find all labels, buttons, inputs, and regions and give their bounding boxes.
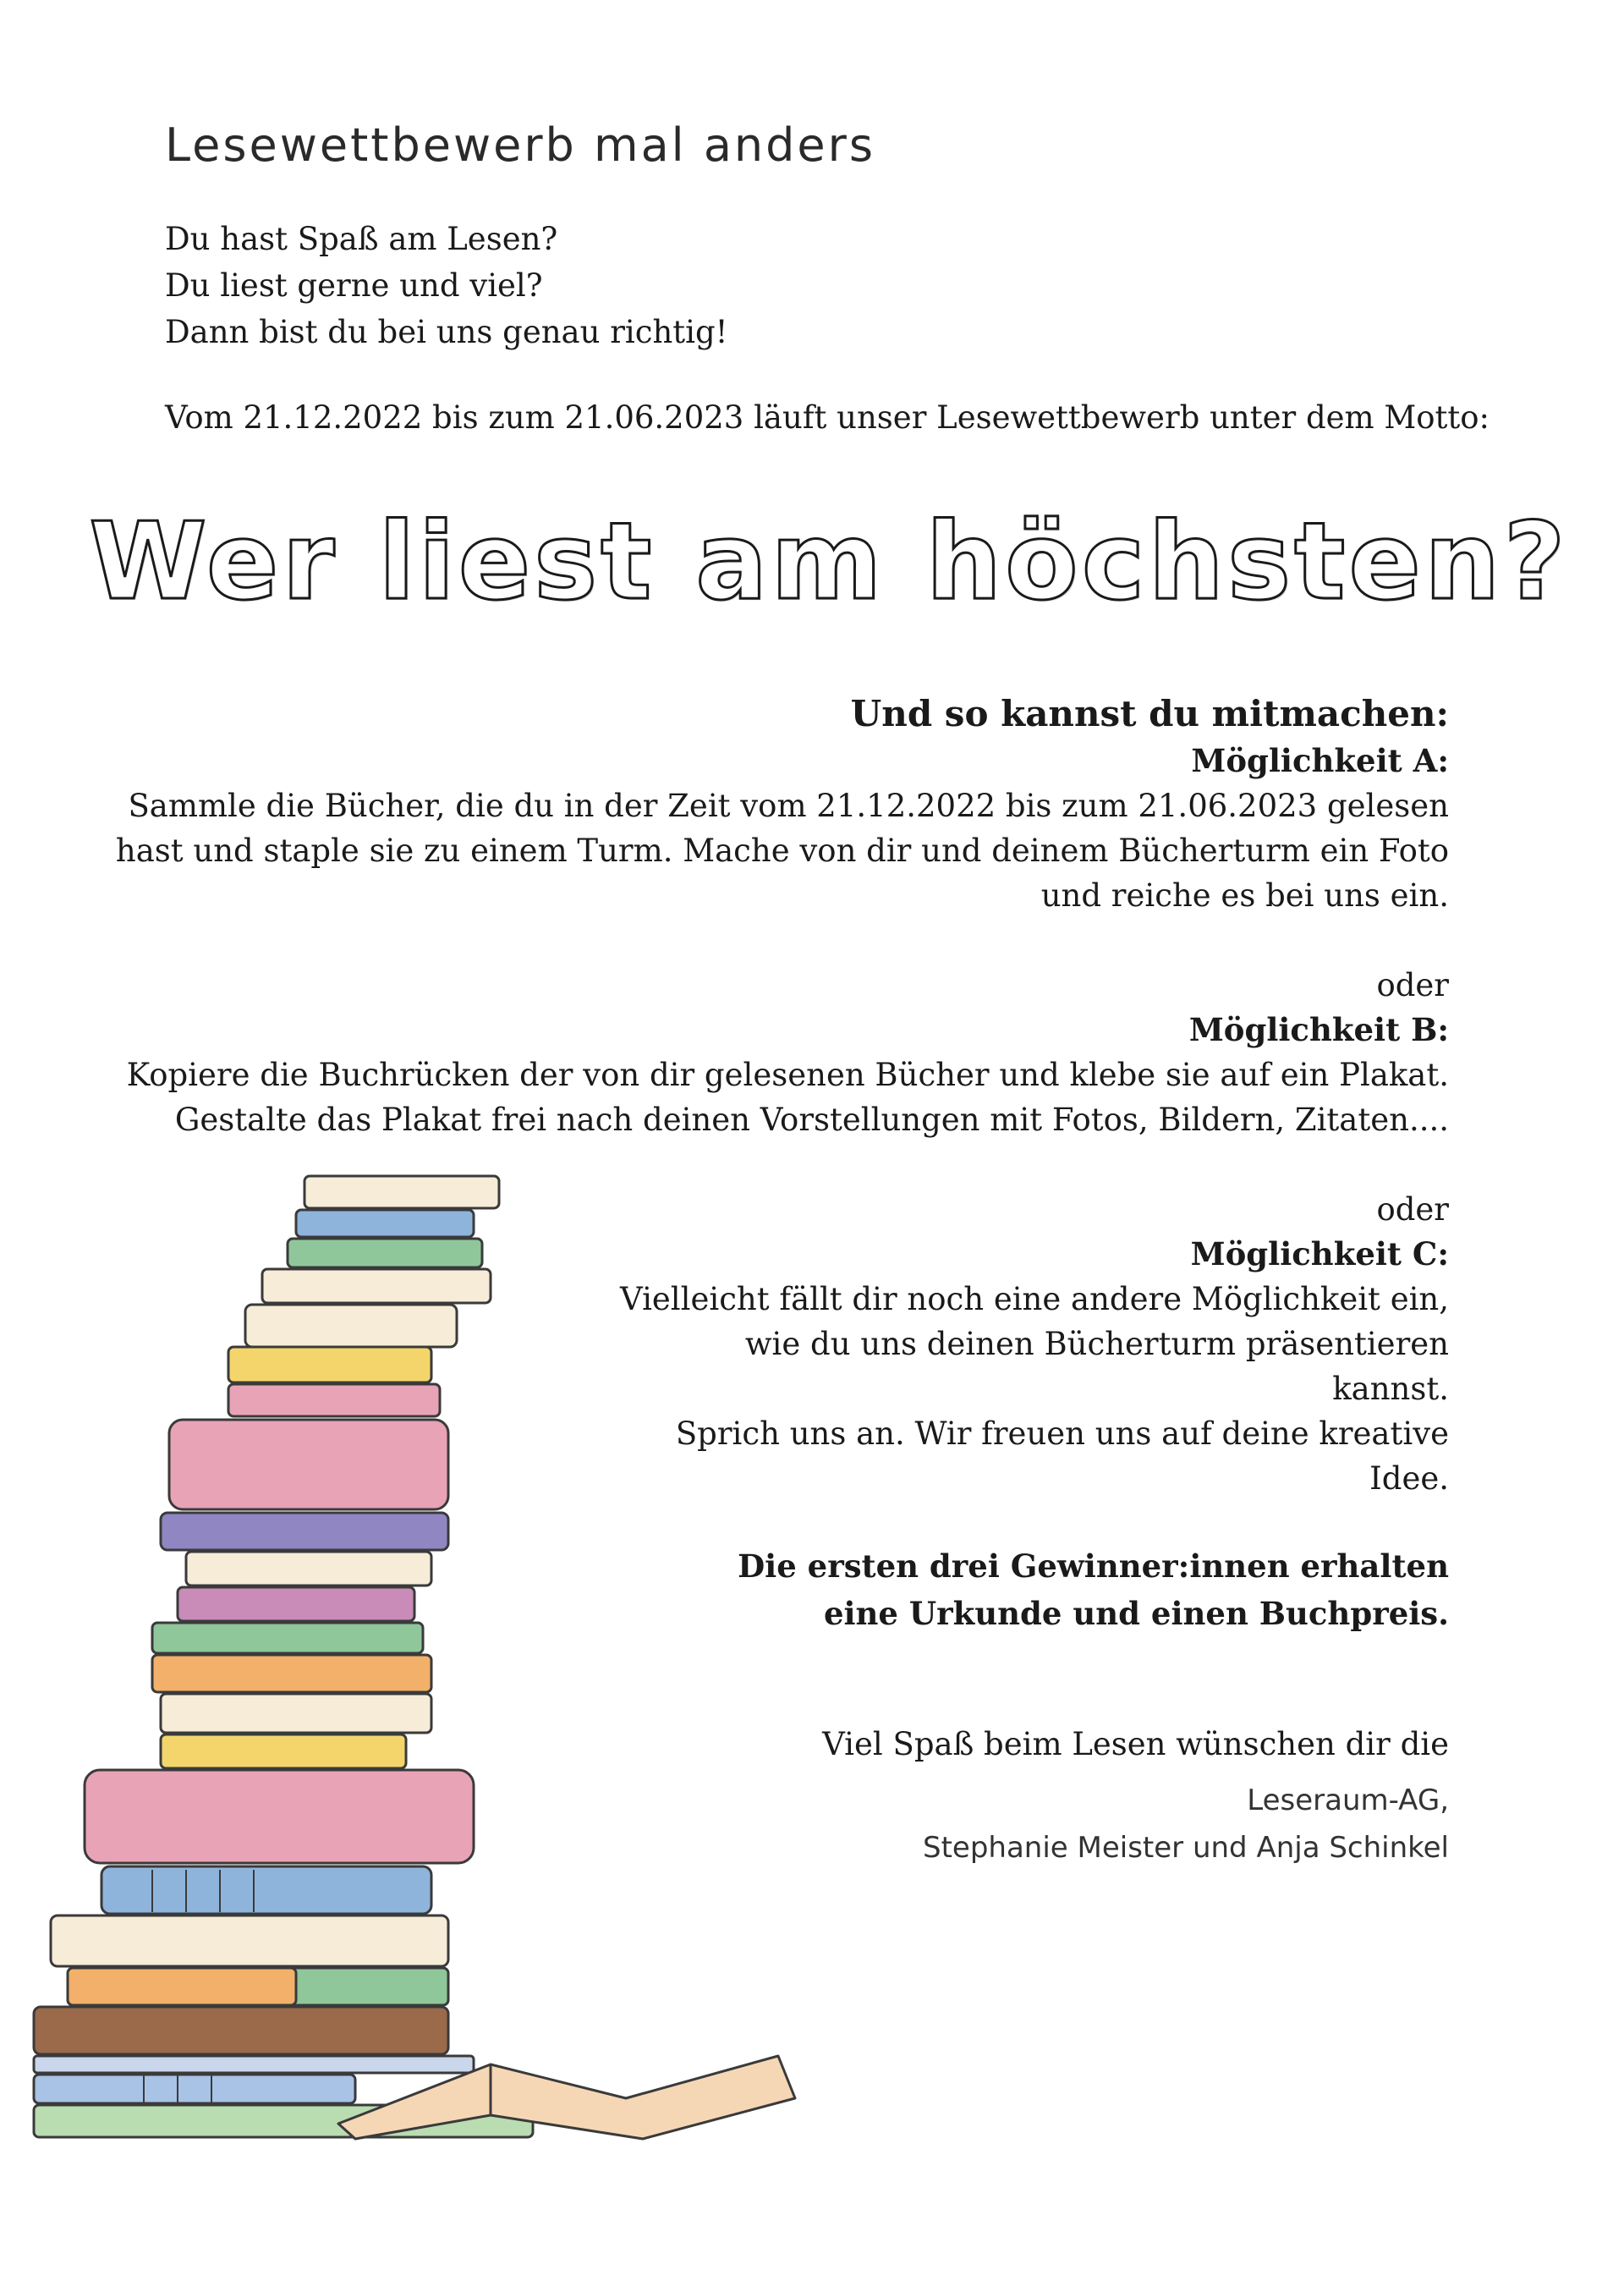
- book: [161, 1734, 406, 1768]
- page-title: Lesewettbewerb mal anders: [165, 118, 875, 172]
- option-a-line: und reiche es bei uns ein.: [1040, 877, 1449, 914]
- book: [245, 1305, 457, 1347]
- book: [161, 1694, 431, 1733]
- prize-line: Die ersten drei Gewinner:innen erhalten: [738, 1547, 1449, 1585]
- signature: [923, 1777, 1449, 1872]
- intro-line: Dann bist du bei uns genau richtig!: [165, 314, 728, 350]
- book-stack-illustration: [17, 1151, 812, 2141]
- book: [152, 1623, 423, 1653]
- book: [262, 1269, 491, 1303]
- book: [288, 1239, 482, 1267]
- book: [68, 1968, 296, 2005]
- signature-line: Leseraum-AG,: [1247, 1784, 1449, 1817]
- option-c-line: Sprich uns an. Wir freuen uns auf deine kreative Idee.: [675, 1415, 1449, 1497]
- book: [169, 1420, 448, 1509]
- book: [152, 1655, 431, 1692]
- signature-line: Stephanie Meister und Anja Schinkel: [922, 1831, 1449, 1865]
- how-heading: Und so kannst du mitmachen:: [850, 693, 1449, 734]
- book: [34, 2007, 448, 2054]
- intro-text: [165, 216, 728, 355]
- option-a-line: hast und staple sie zu einem Turm. Mache von dir und deinem Bücherturm ein Foto: [115, 833, 1449, 869]
- book: [34, 2075, 355, 2103]
- book: [228, 1347, 431, 1382]
- option-a-line: Sammle die Bücher, die du in der Zeit vom 21.12.2022 bis zum 21.06.2023 gelesen: [128, 788, 1449, 824]
- book: [161, 1513, 448, 1550]
- option-b-line: Gestalte das Plakat frei nach deinen Vorstellungen mit Fotos, Bildern, Zitaten....: [174, 1102, 1449, 1138]
- option-c-line: wie du uns deinen Bücherturm präsentieren kannst.: [744, 1326, 1449, 1407]
- book: [178, 1587, 414, 1621]
- option-c-line: Vielleicht fällt dir noch eine andere Möglichkeit ein,: [620, 1281, 1450, 1317]
- intro-line: Du hast Spaß am Lesen?: [165, 221, 558, 257]
- book: [51, 1915, 448, 1966]
- period-text: Vom 21.12.2022 bis zum 21.06.2023 läuft unser Lesewettbewerb unter dem Motto:: [165, 399, 1490, 436]
- closing-text: Viel Spaß beim Lesen wünschen dir die: [822, 1726, 1449, 1762]
- or-separator: oder: [1376, 967, 1449, 1003]
- option-b-line: Kopiere die Buchrücken der von dir gelesenen Bücher und klebe sie auf ein Plakat.: [126, 1057, 1449, 1093]
- or-separator: oder: [1376, 1191, 1449, 1228]
- spacer: [96, 918, 1449, 963]
- option-a-title: Möglichkeit A:: [1191, 742, 1449, 779]
- book: [304, 1176, 499, 1208]
- motto-text: Wer liest am höchsten?: [89, 499, 1569, 624]
- book: [85, 1770, 474, 1863]
- book: [296, 1210, 474, 1237]
- option-b-title: Möglichkeit B:: [1188, 1011, 1449, 1048]
- book: [102, 1866, 431, 1914]
- book: [186, 1552, 431, 1586]
- option-c-title: Möglichkeit C:: [1190, 1235, 1449, 1272]
- motto-headline: [0, 499, 1624, 624]
- prize-line: eine Urkunde und einen Buchpreis.: [823, 1595, 1449, 1632]
- intro-line: Du liest gerne und viel?: [165, 267, 543, 304]
- book: [288, 1968, 448, 2005]
- book: [228, 1384, 440, 1416]
- book: [34, 2056, 474, 2073]
